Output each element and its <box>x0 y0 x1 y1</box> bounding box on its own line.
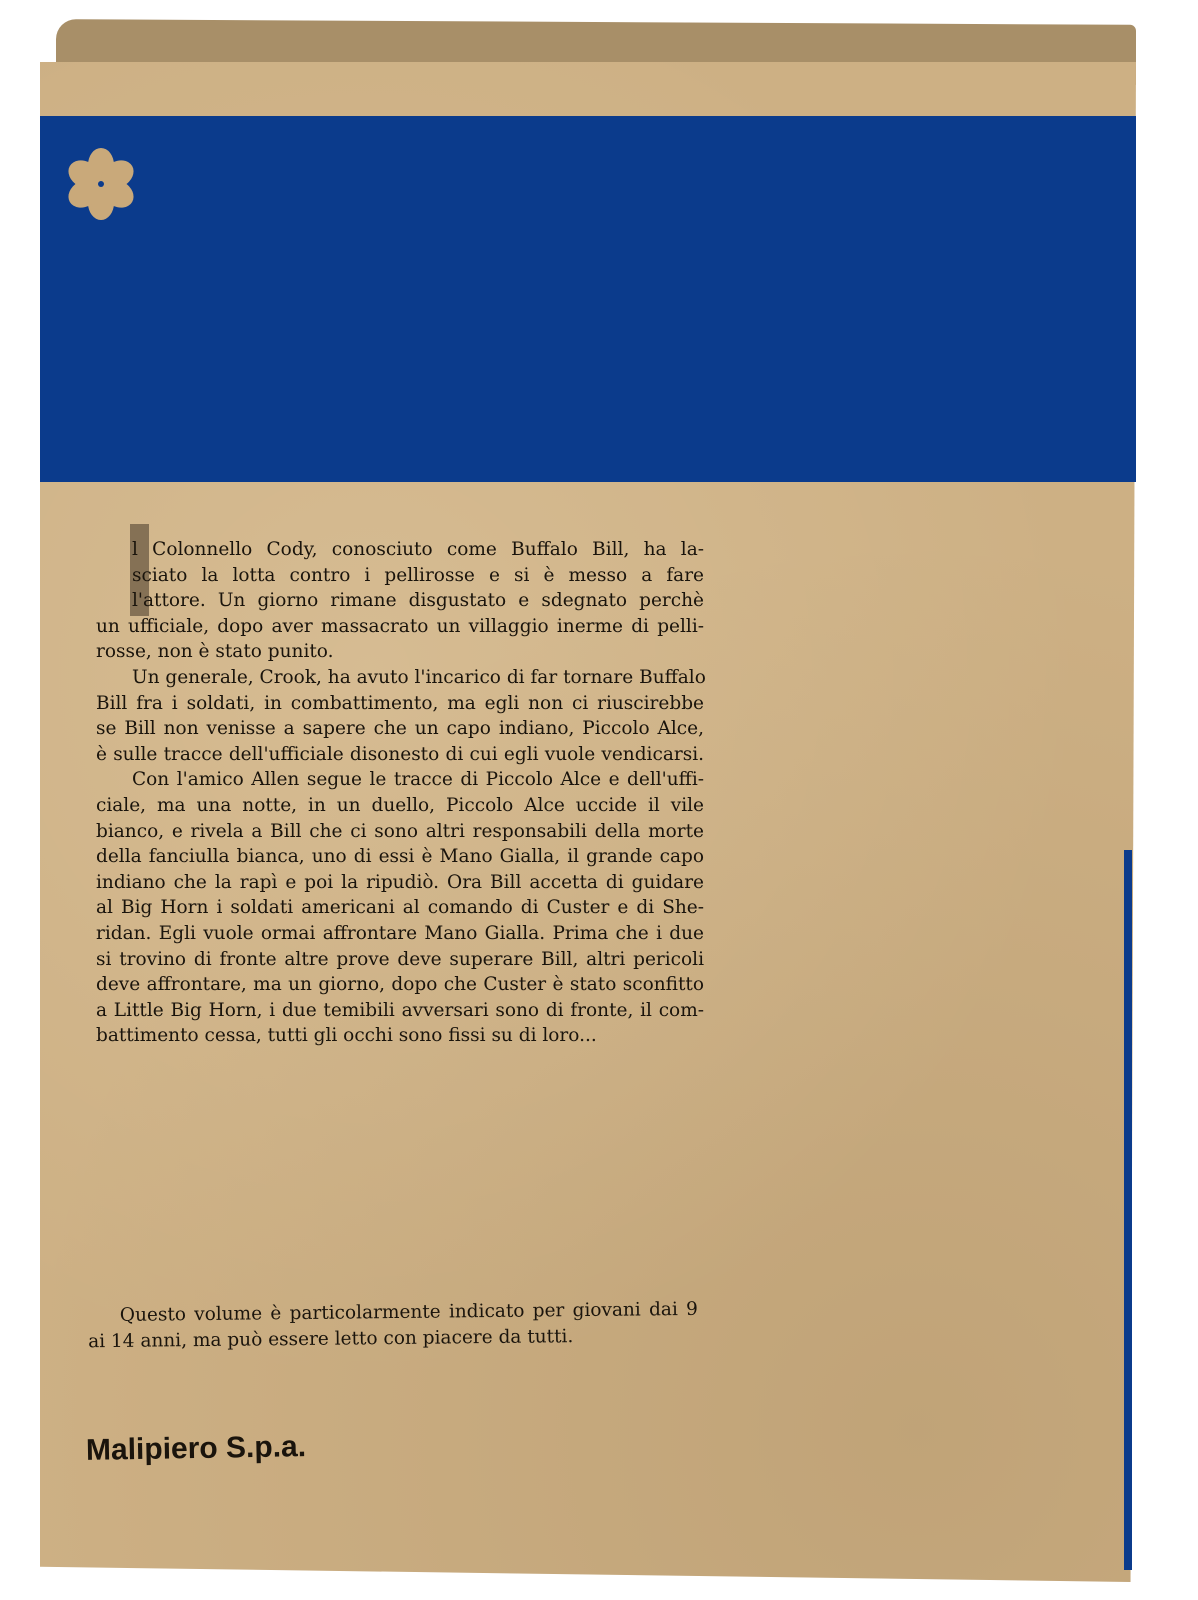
synopsis-line: deve affrontare, ma un giorno, dopo che Custer è stato sconfitto <box>96 974 704 996</box>
synopsis-line: ciale, ma una notte, in un duello, Piccolo Alce uccide il vile <box>96 794 704 816</box>
synopsis-line: rosse, non è stato punito. <box>96 641 334 663</box>
synopsis-line: l Colonnello Cody, conosciuto come Buffalo Bill, ha la- <box>132 539 704 560</box>
synopsis-line: l'attore. Un giorno rimane disgustato e sdegnato perchè <box>132 590 704 612</box>
synopsis-line: Un generale, Crook, ha avuto l'incarico di far tornare Buffalo <box>132 666 706 688</box>
synopsis-line: battimento cessa, tutti gli occhi sono fissi su di loro... <box>96 1025 597 1047</box>
synopsis <box>96 537 704 1049</box>
synopsis-line: è sulle tracce dell'ufficiale disonesto di cui egli vuole vendicarsi. <box>96 743 704 765</box>
synopsis-line: sciato la lotta contro i pellirosse e si è messo a fare <box>132 564 704 586</box>
synopsis-line: Con l'amico Allen segue le tracce di Piccolo Alce e dell'uffi- <box>132 769 704 791</box>
synopsis-line: a Little Big Horn, i due temibili avversari sono di fronte, il com- <box>96 999 704 1021</box>
age-note-line: ai 14 anni, ma può essere letto con piacere da tutti. <box>88 1326 574 1353</box>
synopsis-line: bianco, e rivela a Bill che ci sono altri responsabili della morte <box>96 820 704 842</box>
publisher-name: Malipiero S.p.a. <box>85 1430 307 1467</box>
blue-band <box>40 116 1136 482</box>
synopsis-line: un ufficiale, dopo aver massacrato un villaggio inerme di pelli- <box>96 615 704 637</box>
synopsis-line: ridan. Egli vuole ormai affrontare Mano Gialla. Prima che i due <box>96 922 704 944</box>
synopsis-line: della fanciulla bianca, uno di essi è Mano Gialla, il grande capo <box>96 846 704 868</box>
synopsis-line: al Big Horn i soldati americani al comando di Custer e di She- <box>96 897 704 919</box>
age-recommendation <box>88 1297 699 1355</box>
synopsis-line: se Bill non venisse a sapere che un capo indiano, Piccolo Alce, <box>96 718 704 740</box>
blue-edge-stripe <box>1124 850 1132 1570</box>
age-note-line: Questo volume è particolarmente indicato per giovani dai 9 <box>119 1298 698 1326</box>
six-petal-flower-icon <box>56 146 146 222</box>
synopsis-line: indiano che la rapì e poi la ripudiò. Ora Bill accetta di guidare <box>96 871 704 893</box>
synopsis-line: Bill fra i soldati, in combattimento, ma egli non ci riuscirebbe <box>96 692 704 714</box>
synopsis-line: si trovino di fronte altre prove deve superare Bill, altri pericoli <box>96 948 704 970</box>
